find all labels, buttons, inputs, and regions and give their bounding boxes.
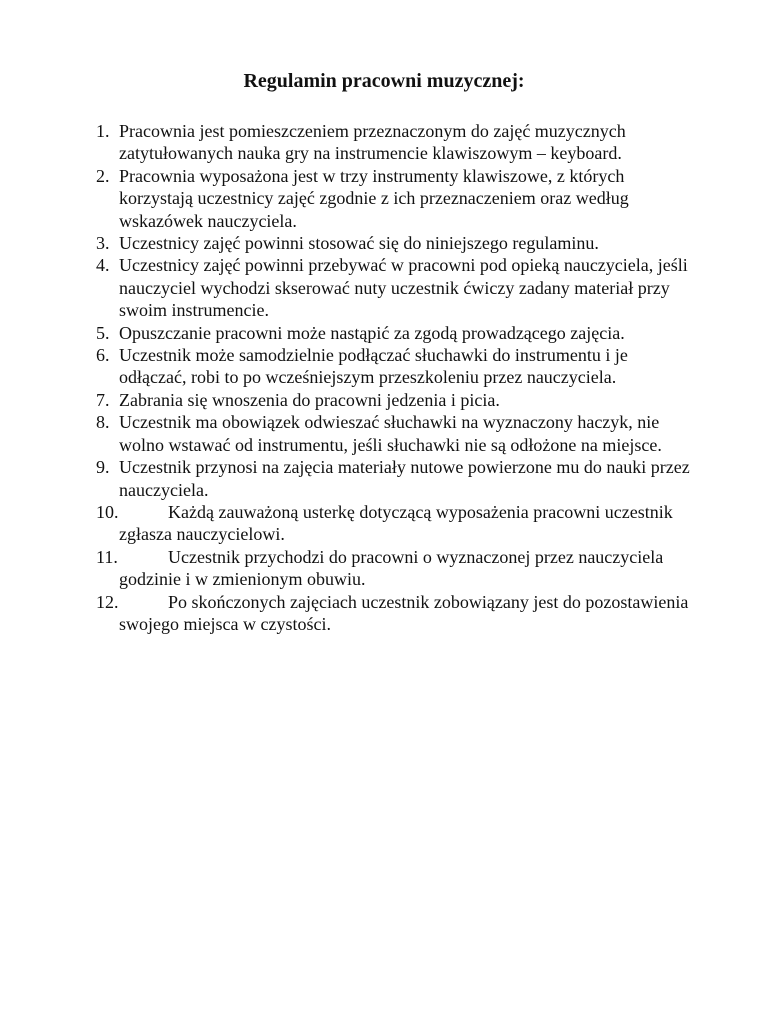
rule-text: Każdą zauważoną usterkę dotyczącą wyposażenia pracowni uczestnik zgłasza nauczycielowi. <box>119 501 673 545</box>
rule-item-12 <box>96 591 696 636</box>
rule-text: Opuszczanie pracowni może nastąpić za zgodą prowadzącego zajęcia. <box>119 322 625 343</box>
rule-text: Uczestnicy zajęć powinni przebywać w pracowni pod opieką nauczyciela, jeśli nauczyciel wychodzi skserować nuty uczestnik ćwiczy zadany materiał przy swoim instrumencie. <box>119 255 688 321</box>
rule-text: Uczestnik ma obowiązek odwieszać słuchawki na wyznaczony haczyk, nie wolno wstawać od instrumentu, jeśli słuchawki nie są odłożone na miejsce. <box>119 412 662 455</box>
document-title: Regulamin pracowni muzycznej: <box>243 70 525 92</box>
rule-item-7 <box>96 389 696 411</box>
rule-number: 7. <box>96 389 110 410</box>
rule-text: Uczestnik przynosi na zajęcia materiały nutowe powierzone mu do nauki przez nauczyciela. <box>119 457 690 500</box>
rules-list <box>96 120 696 635</box>
rule-number: 8. <box>96 412 110 433</box>
rule-item-4 <box>96 254 696 321</box>
rule-number: 9. <box>96 457 110 478</box>
rule-item-10 <box>96 501 696 546</box>
rule-number: 1. <box>96 121 110 141</box>
rule-text: Pracownia jest pomieszczeniem przeznaczonym do zajęć muzycznych zatytułowanych nauka gry na instrumencie klawiszowym – keyboard. <box>119 121 626 164</box>
rule-item-1 <box>96 120 696 165</box>
rule-number: 3. <box>96 233 110 254</box>
rule-item-3 <box>96 232 696 254</box>
rule-number: 4. <box>96 255 110 276</box>
rule-text: Uczestnik może samodzielnie podłączać słuchawki do instrumentu i je odłączać, robi to po wcześniejszym przeszkoleniu przez nauczyciela. <box>119 345 628 388</box>
rule-item-2 <box>96 165 696 232</box>
rule-text: Po skończonych zajęciach uczestnik zobowiązany jest do pozostawienia swojego miejsca w czystości. <box>119 591 689 634</box>
rule-text: Uczestnik przychodzi do pracowni o wyznaczonej przez nauczyciela godzinie i w zmienionym obuwiu. <box>119 546 664 590</box>
rule-text: Zabrania się wnoszenia do pracowni jedzenia i picia. <box>119 389 500 410</box>
rule-item-11 <box>96 546 696 591</box>
rule-item-6 <box>96 344 696 389</box>
rule-number: 10. <box>96 501 119 522</box>
rule-item-8 <box>96 411 696 456</box>
rule-text: Pracownia wyposażona jest w trzy instrumenty klawiszowe, z których korzystają uczestnicy zajęć zgodnie z ich przeznaczeniem oraz według wskazówek nauczyciela. <box>119 165 629 231</box>
rule-text: Uczestnicy zajęć powinni stosować się do niniejszego regulaminu. <box>119 233 599 254</box>
rule-number: 11. <box>96 546 118 567</box>
rule-item-5 <box>96 322 696 344</box>
rule-number: 5. <box>96 322 110 343</box>
rule-item-9 <box>96 456 696 501</box>
rule-number: 2. <box>96 165 110 186</box>
rule-number: 6. <box>96 345 110 366</box>
rule-number: 12. <box>96 591 119 612</box>
